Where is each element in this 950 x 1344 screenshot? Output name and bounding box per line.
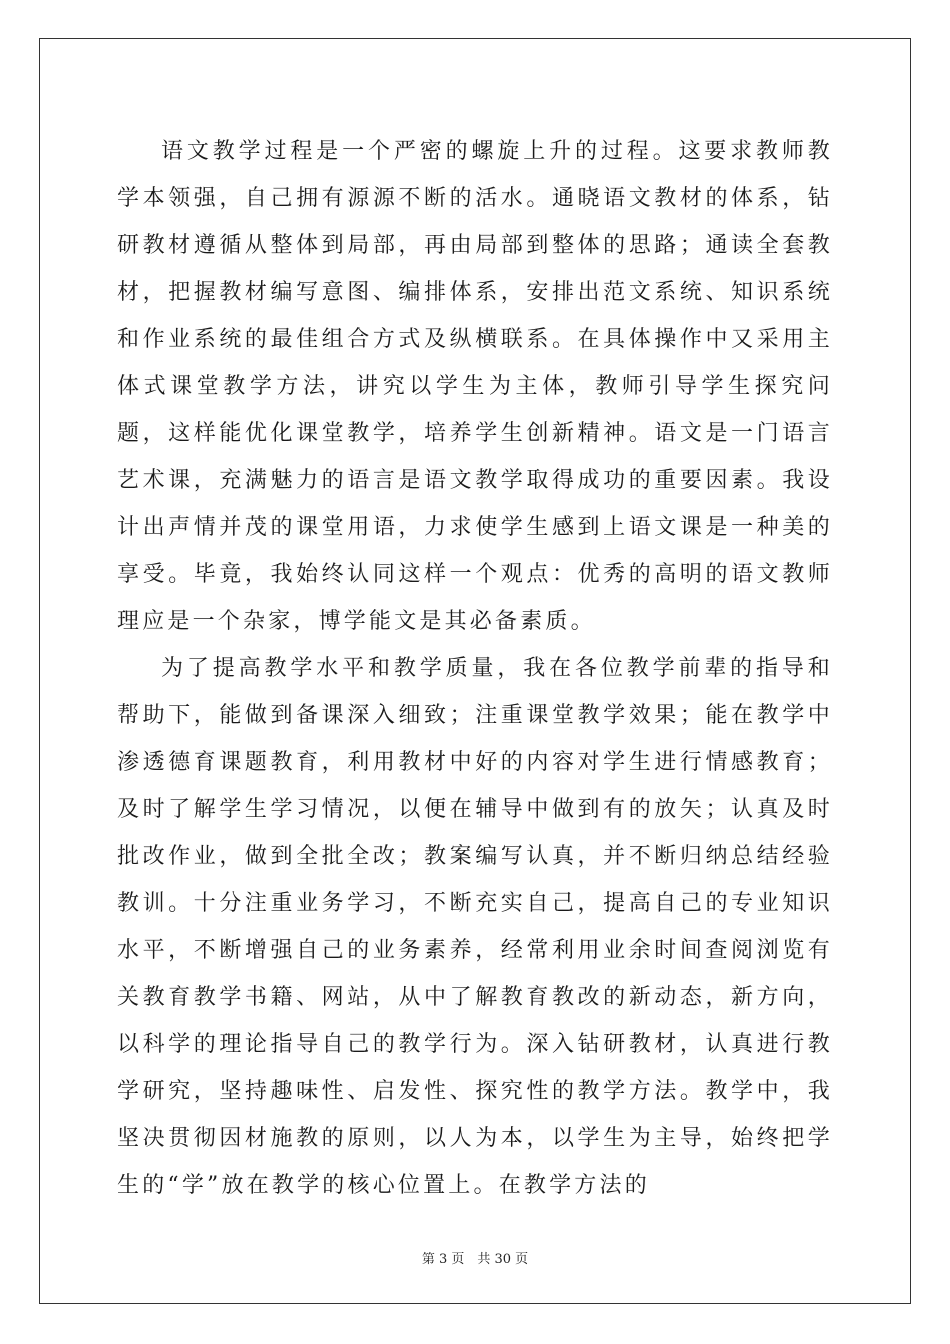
document-body (117, 128, 833, 1209)
paragraph-1: 语文教学过程是一个严密的螺旋上升的过程。这要求教师教学本领强，自己拥有源源不断的活水。通晓语文教材的体系，钻研教材遵循从整体到局部，再由局部到整体的思路；通读全套教材，把握教材编写意图、编排体系，安排出范文系统、知识系统和作业系统的最佳组合方式及纵横联系。在具体操作中又采用主体式课堂教学方法，讲究以学生为主体，教师引导学生探究问题，这样能优化课堂教学，培养学生创新精神。语文是一门语言艺术课，充满魅力的语言是语文教学取得成功的重要因素。我设计出声情并茂的课堂用语，力求使学生感到上语文课是一种美的享受。毕竟，我始终认同这样一个观点：优秀的高明的语文教师理应是一个杂家，博学能文是其必备素质。 (117, 139, 833, 634)
paragraph-2: 为了提高教学水平和教学质量，我在各位教学前辈的指导和帮助下，能做到备课深入细致；注重课堂教学效果；能在教学中渗透德育课题教育，利用教材中好的内容对学生进行情感教育；及时了解学生学习情况，以便在辅导中做到有的放矢；认真及时批改作业，做到全批全改；教案编写认真，并不断归纳总结经验教训。十分注重业务学习，不断充实自己，提高自己的专业知识水平，不断增强自己的业务素养，经常利用业余时间查阅浏览有关教育教学书籍、网站，从中了解教育教改的新动态，新方向，以科学的理论指导自己的教学行为。深入钻研教材，认真进行教学研究，坚持趣味性、启发性、探究性的教学方法。教学中，我坚决贯彻因材施教的原则，以人为本，以学生为主导，始终把学生的“学”放在教学的核心位置上。在教学方法的 (117, 656, 833, 1198)
page-number-footer: 第 3 页 共 30 页 (421, 1252, 529, 1267)
